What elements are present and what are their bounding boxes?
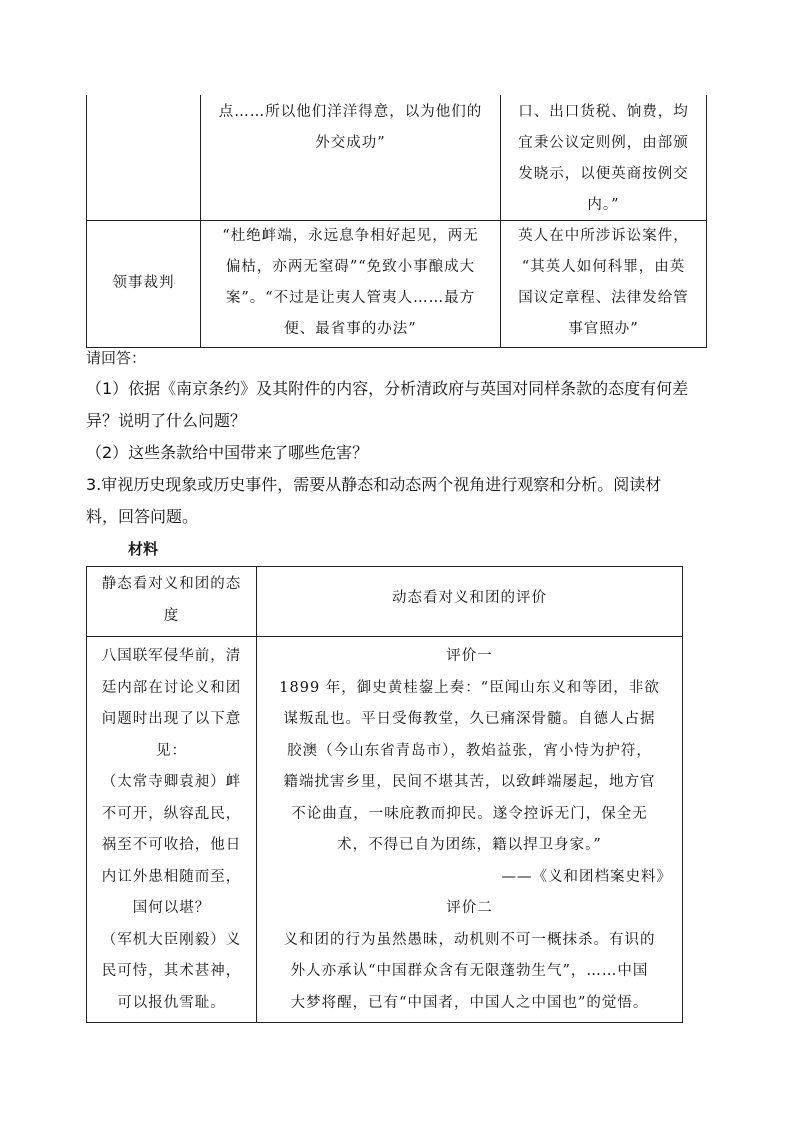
cell-line: 外交成功”	[315, 135, 386, 151]
cell-line: 术，不得已自为团练，籍以捍卫身家。”	[337, 837, 602, 853]
cell-line: 胶澳（今山东省青岛市），教焰益张，宵小恃为护符，	[287, 742, 652, 759]
british-view-cell	[501, 97, 706, 221]
cell-line: 宜秉公议定则例，由部颁	[518, 135, 689, 151]
cell-line: 内。”	[587, 197, 620, 213]
cell-line: 义和团的行为虽然愚昧，动机则不可一概抹杀。有识的	[283, 931, 656, 948]
question-3-line-1: 3.审视历史现象或历史事件，需要从静态和动态两个视角进行观察和分析。阅读材	[86, 475, 662, 494]
cell-line: 英人在中所涉诉讼案件，	[518, 228, 689, 244]
cell-line: 1899 年，御史黄桂鋆上奏：“臣闻山东义和等团，非欲	[279, 679, 660, 696]
question-3-line-2: 料，回答问题。	[86, 507, 199, 526]
cell-line: 八国联军侵华前，清	[101, 648, 242, 664]
cell-line: 外人亦承认“中国群众含有无限蓬勃生气”，……中国	[290, 963, 649, 979]
cell-line: 口、出口货税、饷费，均	[518, 104, 689, 120]
question-1-line-1: （1）依据《南京条约》及其附件的内容，分析清政府与英国对同样条款的态度有何差	[86, 379, 689, 398]
cell-line: 不可开，纵容乱民，	[101, 805, 242, 822]
british-view-cell	[501, 221, 706, 345]
cell-line: 便、最省事的办法”	[284, 321, 417, 337]
cell-line: 廷内部在讨论义和团	[101, 679, 242, 696]
clause-name-cell: 领事裁判	[112, 275, 175, 291]
cell-line: （太常寺卿袁昶）衅	[101, 774, 242, 790]
evaluation-1-title: 评价一	[446, 648, 493, 664]
cell-line: 见：	[156, 742, 187, 759]
boxer-evaluation-table	[86, 566, 683, 1023]
evaluation-2-title: 评价二	[446, 900, 493, 916]
cell-line: 发晓示，以便英商按例交	[518, 166, 689, 182]
cell-line: 国何以堪？	[132, 900, 211, 916]
table-divider	[87, 636, 682, 637]
table-row	[87, 95, 706, 221]
cell-line: 国议定章程、法律发给管	[518, 290, 689, 306]
material-label: 材料	[128, 540, 159, 558]
question-2: （2）这些条款给中国带来了哪些危害？	[86, 443, 369, 462]
header-dynamic-view: 动态看对义和团的评价	[392, 590, 547, 606]
cell-line: 问题时出现了以下意	[101, 711, 242, 727]
cell-line: “其英人如何科罪，由英	[521, 259, 686, 275]
answer-prompt: 请回答：	[86, 349, 147, 367]
question-1-line-2: 异？说明了什么问题？	[86, 411, 247, 430]
cell-line: 谋叛乱也。平日受侮教堂，久已痛深骨髓。自德人占据	[283, 711, 656, 727]
table-row	[87, 221, 706, 347]
qing-view-cell	[201, 221, 500, 345]
cell-line: 大梦将醒，已有“中国者，中国人之中国也”的觉悟。	[290, 994, 649, 1011]
cell-line: 籍端扰害乡里，民间不堪其苦，以致衅端屡起，地方官	[283, 774, 656, 790]
cell-line: 民可恃，其术甚神，	[101, 963, 242, 979]
cell-line: （军机大臣刚毅）义	[101, 931, 242, 948]
cell-line: 可以报仇雪耻。	[117, 994, 226, 1011]
cell-line: 点……所以他们洋洋得意，以为他们的	[218, 104, 483, 120]
cell-line: 静态看对义和团的态	[101, 576, 242, 592]
cell-line: 内讧外患相随而至，	[101, 868, 242, 885]
treaty-comparison-table	[86, 95, 707, 348]
cell-line: 事官照办”	[568, 321, 639, 337]
cell-line: 不论曲直，一味庇教而抑民。遂令控诉无门，保全无	[291, 805, 648, 822]
cell-line: 祸至不可收拾，他日	[101, 837, 242, 853]
evaluation-1-source: ——《义和团档案史料》	[501, 868, 672, 885]
evaluation-1-text	[259, 673, 680, 862]
cell-line: 偏枯，亦两无窒碍”“免致小事酿成大	[225, 259, 476, 275]
dynamic-view-cell	[259, 641, 680, 1019]
cell-line: “杜绝衅端，永远息争相好起见，两无	[222, 228, 479, 244]
static-view-cell	[87, 641, 256, 1019]
header-static-view	[87, 569, 256, 632]
qing-view-cell	[201, 97, 500, 159]
cell-line: 案”。“不过是让夷人管夷人……最方	[225, 290, 476, 306]
evaluation-2-text	[259, 925, 680, 1020]
cell-line: 度	[163, 607, 180, 624]
